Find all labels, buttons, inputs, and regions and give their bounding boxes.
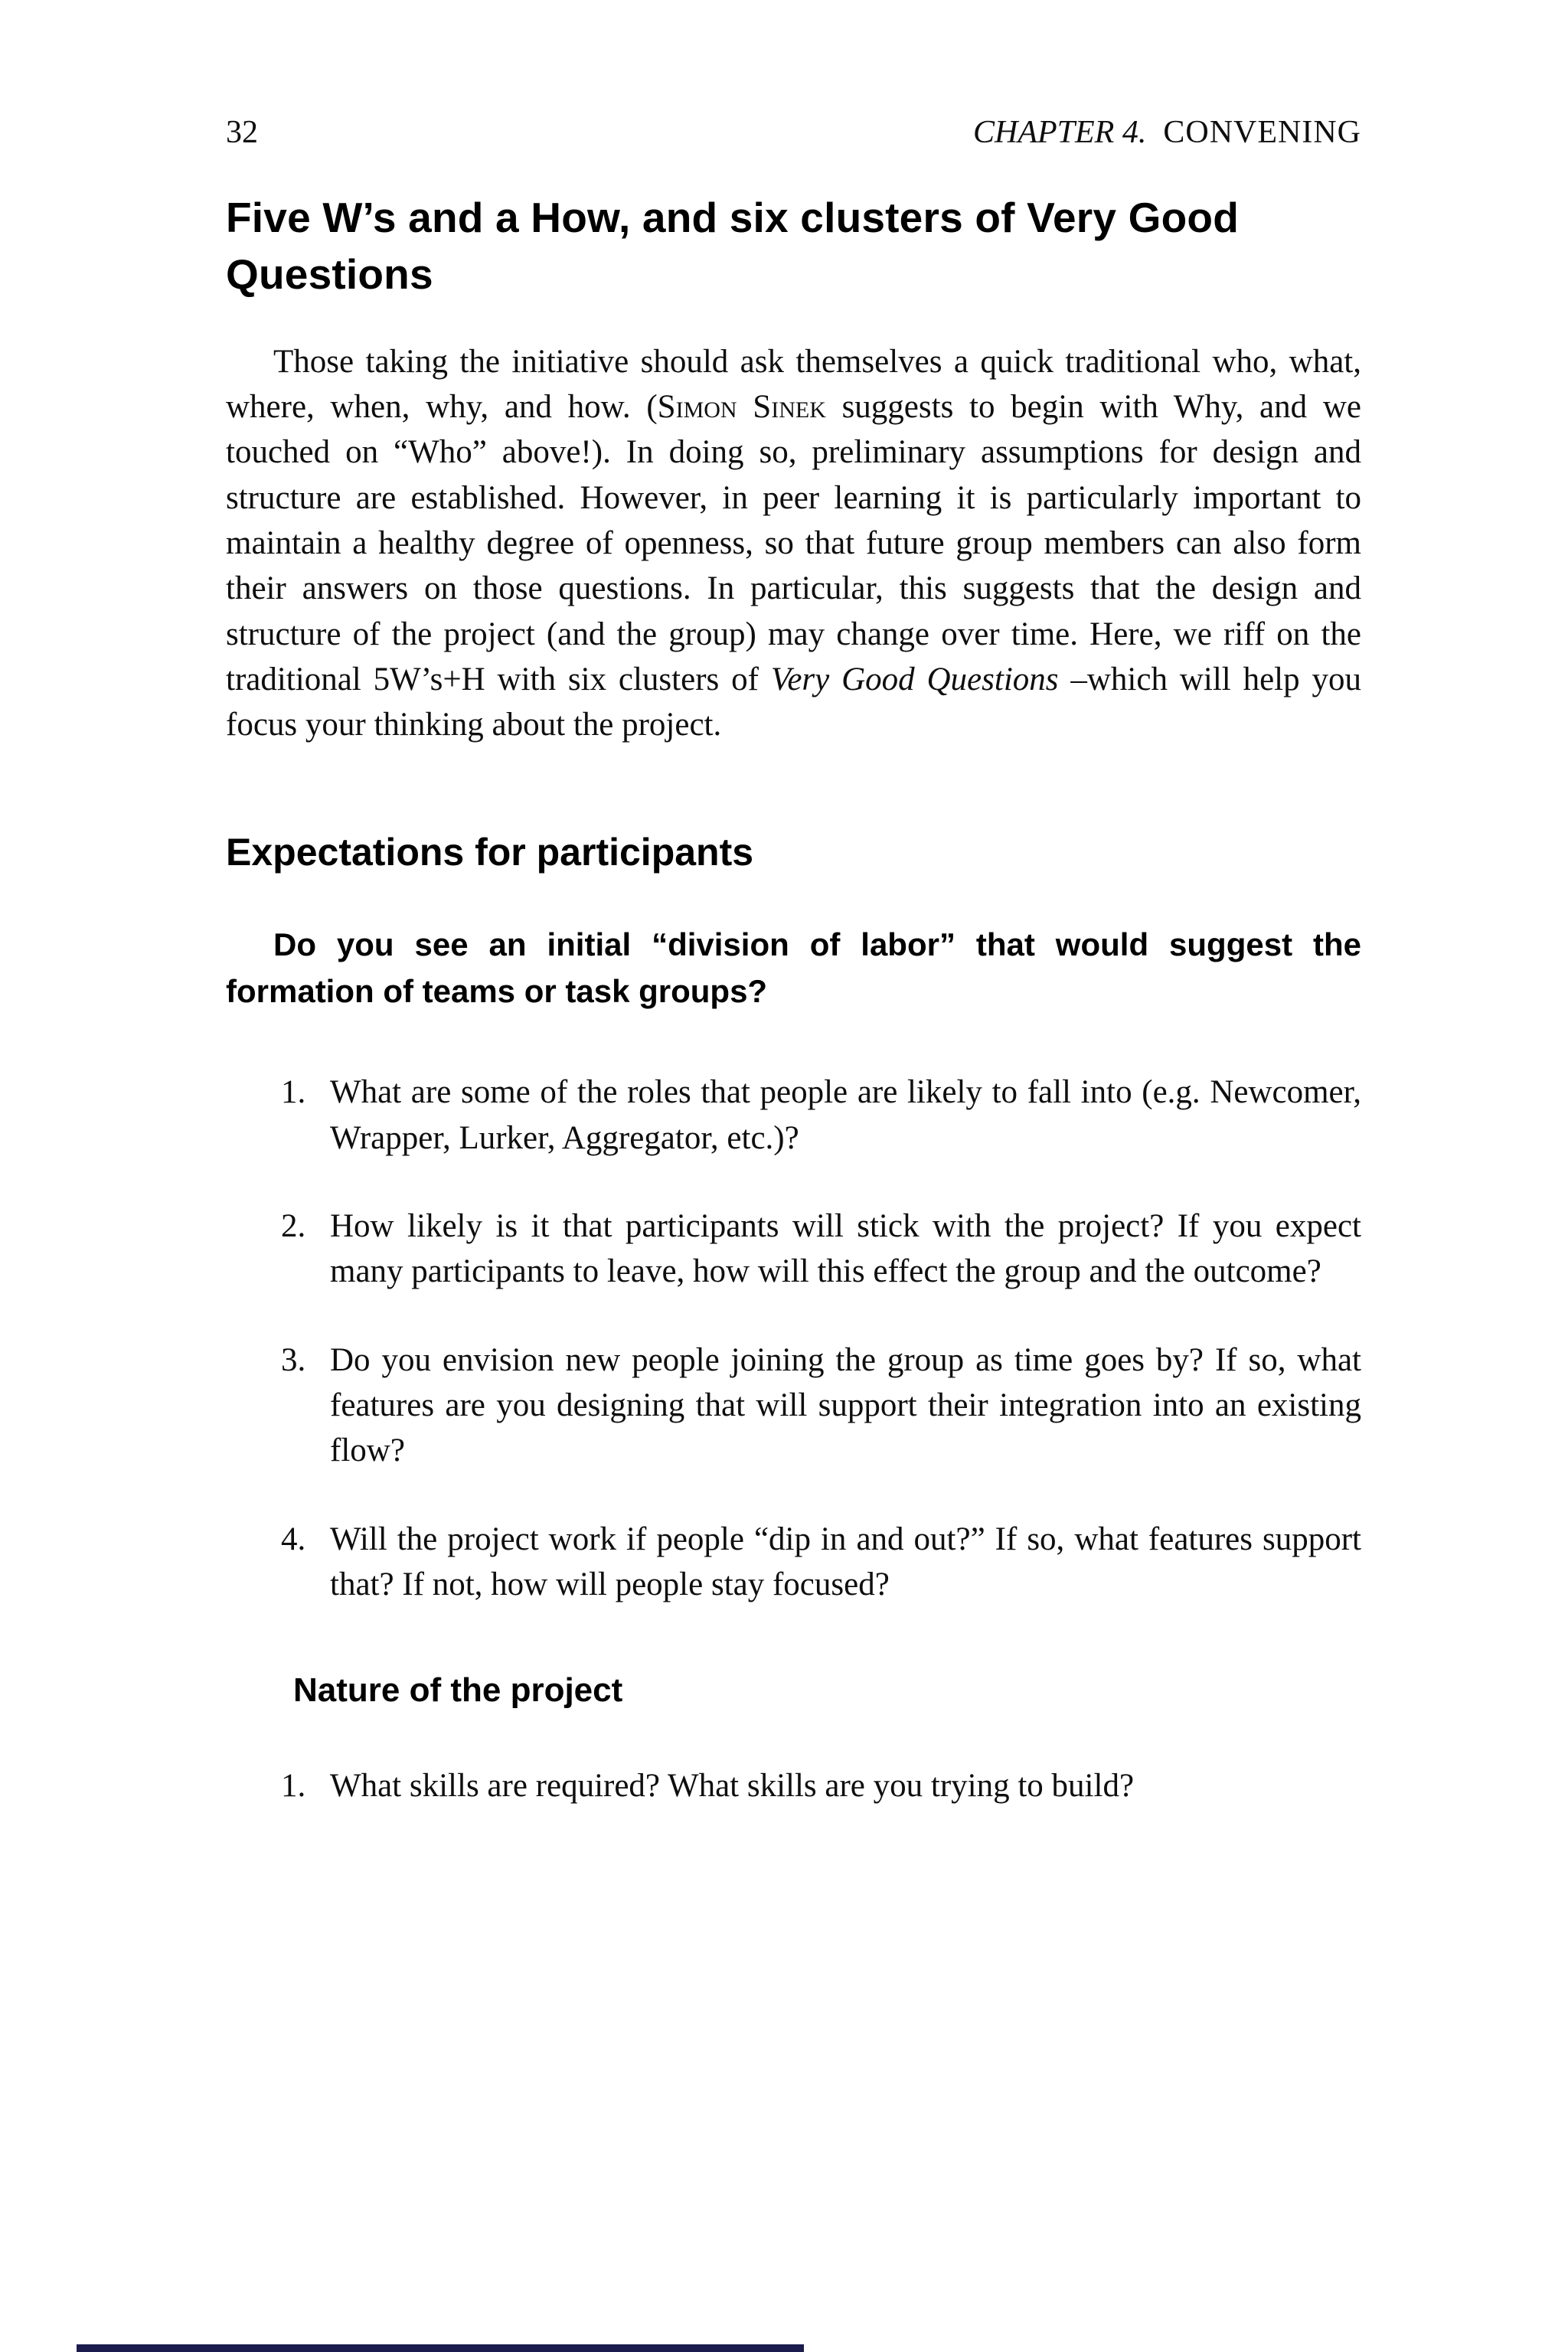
- intro-paragraph-part2: suggests to begin with Why, and we touched on “Who” above!). In doing so, preliminary assumptions for design and structure are established. However, in peer learning it is particularly important to maintain a healthy degree of openness, so that future group members can also form their answers on those questions. In particular, this suggests that the design and structure of the project (and the group) may change over time. Here, we riff on the traditional 5W’s+H with six clusters of: [226, 389, 1361, 697]
- running-header-right: [973, 113, 1361, 152]
- item-number: 3.: [281, 1341, 306, 1378]
- intro-paragraph-part3: –which will help you focus your thinking about the project.: [226, 661, 1362, 743]
- intro-paragraph-part1: Those taking the initiative should ask themselves a quick traditional who, what, where, when, why, and how. (: [226, 343, 1361, 425]
- lead-question: Do you see an initial “division of labor” that would suggest the formation of teams or task groups?: [226, 926, 1361, 1009]
- subsection-title-nature-of-project: Nature of the project: [293, 1671, 623, 1710]
- list-item: [226, 1204, 1361, 1295]
- chapter-label: CHAPTER 4.: [973, 115, 1147, 150]
- questions-list-nature: [226, 1763, 1361, 1808]
- section-title-expectations: Expectations for participants: [226, 830, 754, 874]
- item-text: What skills are required? What skills are you trying to build?: [330, 1767, 1135, 1804]
- item-text: How likely is it that participants will stick with the project? If you expect many participants to leave, how will this effect the group and the outcome?: [330, 1208, 1361, 1290]
- list-item: [226, 1517, 1361, 1608]
- author-name-smallcaps: Simon Sinek: [657, 389, 826, 425]
- item-number: 4.: [281, 1521, 306, 1557]
- cutoff-bottom-bar: [77, 2344, 804, 2352]
- list-item: [226, 1763, 1361, 1808]
- list-item: [226, 1338, 1361, 1474]
- emphasis-very-good-questions: Very Good Questions: [770, 661, 1059, 697]
- item-text: Will the project work if people “dip in and out?” If so, what features support that? If not, how will people stay focused?: [330, 1521, 1361, 1603]
- item-number: 1.: [281, 1767, 306, 1804]
- chapter-title: CONVENING: [1163, 115, 1361, 150]
- item-text: What are some of the roles that people are likely to fall into (e.g. Newcomer, Wrapper, Lurker, Aggregator, etc.)?: [330, 1074, 1361, 1156]
- questions-list-participants: [226, 1070, 1361, 1607]
- item-text: Do you envision new people joining the group as time goes by? If so, what features are you designing that will support their integration into an existing flow?: [330, 1341, 1361, 1469]
- page-number: 32: [226, 115, 258, 150]
- item-number: 2.: [281, 1208, 306, 1245]
- intro-paragraph: [226, 339, 1361, 748]
- list-item: [226, 1070, 1361, 1161]
- section-title-five-ws: Five W’s and a How, and six clusters of Very Good Questions: [226, 194, 1240, 298]
- item-number: 1.: [281, 1074, 306, 1111]
- running-header: [226, 113, 1361, 152]
